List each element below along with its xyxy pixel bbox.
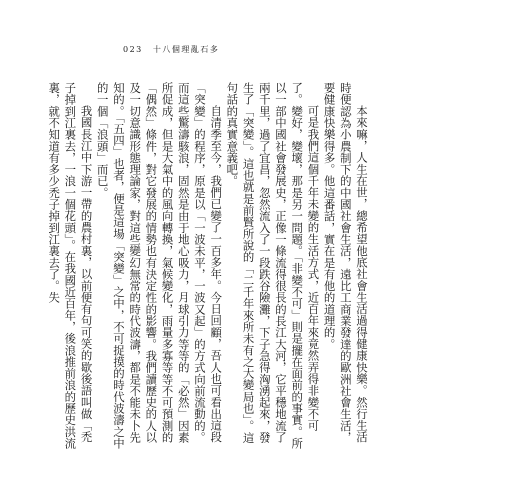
paragraph-2: 可是我們這個千年未變的生活方式，近百年來竟然弄得非變不可了。變好，變壞，那是另一問題。「非變不可」則是擺在面前的事實。所以一部中國社會發展史，正像一條流得很長的長江大河，它平穩地流了兩千里，過了宜昌，忽然流入了一段跌谷險灘，下子急得洶湧起來，發生了「突變」。這也就是前賢所說的「二千年來所未有之大變局也」。這句話的真實意義吧。 (225, 82, 321, 450)
paragraph-3: 自清季至今，我們已變了一百多年。今日回顧，吾人也可看出這段「突變」的程序，原是以「一波未平，一波又起」的方式向前流動的。而這些驚濤駭浪，固然是由于地心吸力，月球引力等等的「必然」因素所促成，但是大氣中的風向轉換，氣候變化，雨量多寡等等不可預測的「偶然」條件，對它發展的情勢也有決定性的影響。我們讀歷史的人以及一切意識形態理論家，對這些變幻無常的時代波濤，都是不能未卜先知的。「五四」也者，便是這場「突變」之中，不可捉摸的時代波濤之中的一個「浪頭」而已。 (95, 82, 224, 450)
book-title: 十八個理亂石多 (152, 45, 220, 54)
paragraph-4: 我國長江中下游一帶的農村裏，以前便有句可笑的歇後語叫做「禿子掉到江裏去，一浪一個花頭」。在我國近百年，後浪推前浪的歷史洪流裏，就不知道有多少禿子掉到江裏去了。失 (47, 82, 94, 450)
running-header (123, 44, 219, 55)
body-text (46, 82, 370, 452)
paragraph-1: 本來嘛，人生在世，總希望他底社會生活過得健康快樂。然行生活時便認為小農制下的中國社會生活，遠比工商業發達的歐洲社會生活，要健康快樂得多。他這番話，實在是有他的道理的。 (322, 82, 369, 444)
page-number: 023 (123, 45, 143, 54)
